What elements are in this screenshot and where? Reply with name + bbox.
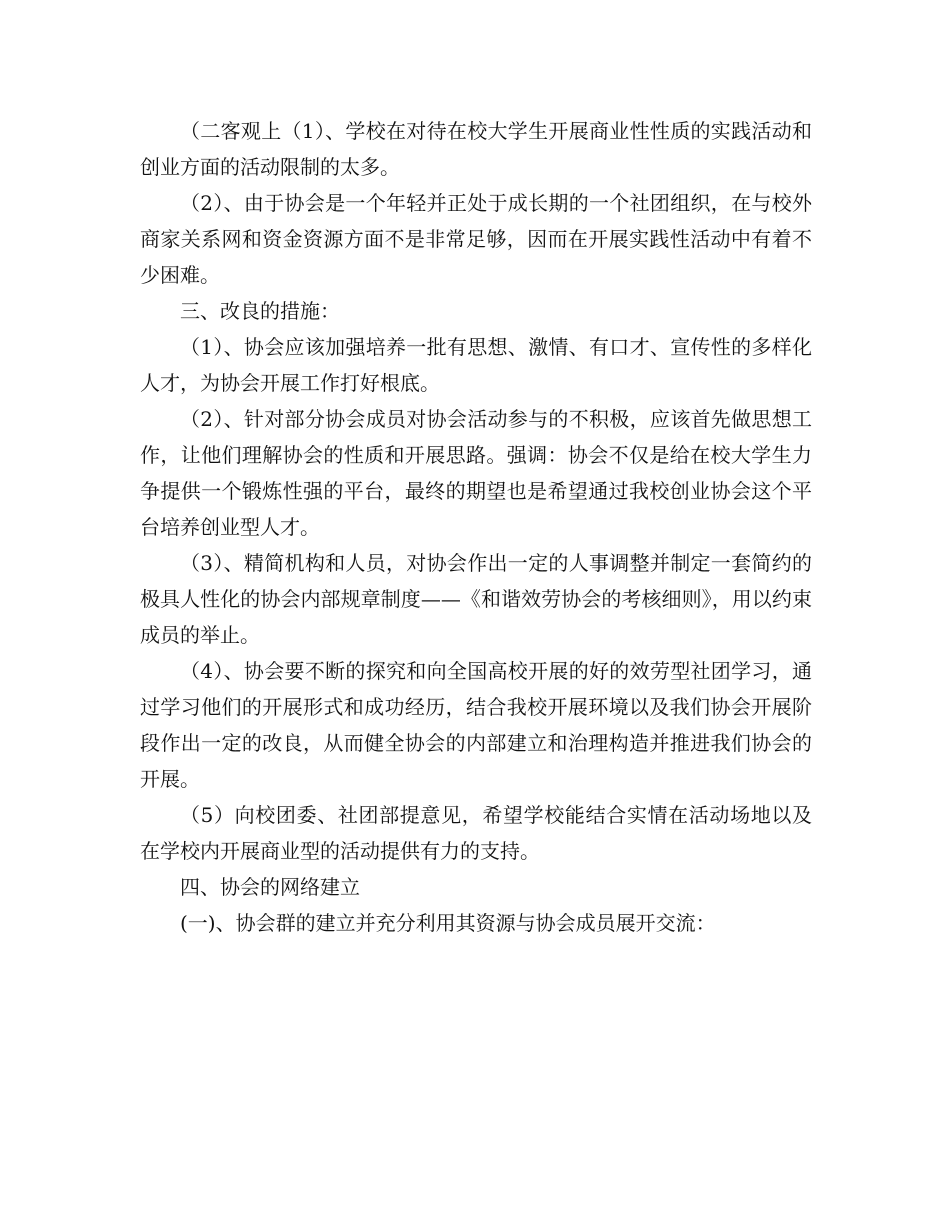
paragraph-improvement-3: （3）、精简机构和人员，对协会作出一定的人事调整并制定一套简约的极具人性化的协会内部规章制度——《和谐效劳协会的考核细则》，用以约束成员的举止。 (140, 551, 812, 647)
paragraph-improvement-5: （5）向校团委、社团部提意见，希望学校能结合实情在活动场地以及在学校内开展商业型的活动提供有力的支持。 (140, 803, 812, 863)
section-heading-network: 四、协会的网络建立 (180, 875, 360, 899)
paragraph-network-1: (一)、协会群的建立并充分利用其资源与协会成员展开交流： (180, 911, 716, 935)
section-heading-improvements: 三、改良的措施： (180, 299, 340, 323)
paragraph-objective-limits: （二客观上（1）、学校在对待在校大学生开展商业性性质的实践活动和创业方面的活动限制的太多。 (140, 119, 812, 179)
paragraph-improvement-4: （4）、协会要不断的探究和向全国高校开展的好的效劳型社团学习，通过学习他们的开展形式和成功经历，结合我校开展环境以及我们协会开展阶段作出一定的改良，从而健全协会的内部建立和治理构造并推进我们协会的开展。 (140, 659, 812, 791)
document-body (140, 113, 812, 941)
paragraph-improvement-2: （2）、针对部分协会成员对协会活动参与的不积极，应该首先做思想工作，让他们理解协会的性质和开展思路。强调：协会不仅是给在校大学生力争提供一个锻炼性强的平台，最终的期望也是希望通过我校创业协会这个平台培养创业型人才。 (140, 407, 812, 539)
paragraph-association-resources: （2）、由于协会是一个年轻并正处于成长期的一个社团组织，在与校外商家关系网和资金资源方面不是非常足够，因而在开展实践性活动中有着不少困难。 (140, 191, 812, 287)
paragraph-improvement-1: （1）、协会应该加强培养一批有思想、激情、有口才、宣传性的多样化人才，为协会开展工作打好根底。 (140, 335, 812, 395)
